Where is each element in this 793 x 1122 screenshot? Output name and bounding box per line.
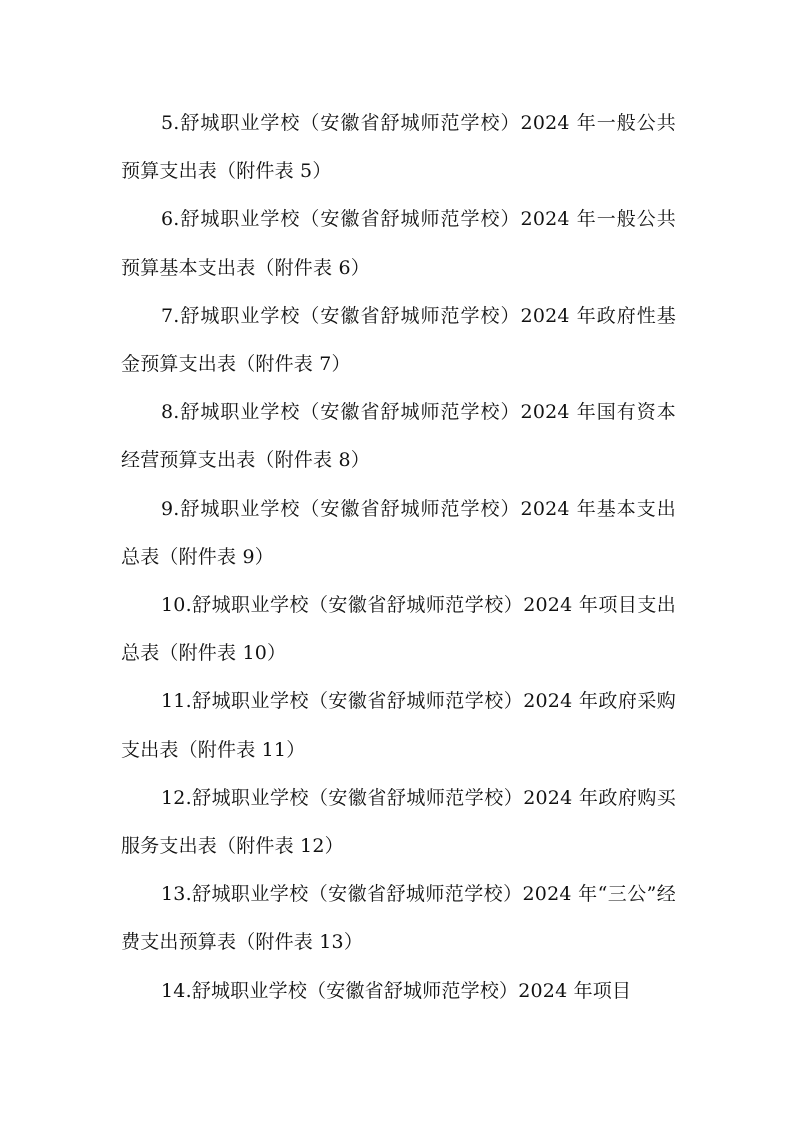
item-text-line1: 14.舒城职业学校（安徽省舒城师范学校）2024 年项目 xyxy=(161,979,632,1002)
attachment-item-11 xyxy=(121,677,676,773)
attachment-list xyxy=(121,99,676,1015)
item-text-line1: 6.舒城职业学校（安徽省舒城师范学校）2024 年一般公 xyxy=(161,208,657,231)
item-text-line1: 9.舒城职业学校（安徽省舒城师范学校）2024 年基本支 xyxy=(161,497,657,520)
attachment-item-10 xyxy=(121,581,676,677)
item-text-line2: 基金预算支出表（附件表 7） xyxy=(121,304,676,376)
attachment-item-8 xyxy=(121,388,676,484)
attachment-item-12 xyxy=(121,774,676,870)
item-text-line1: 10.舒城职业学校（安徽省舒城师范学校）2024 年项目 xyxy=(161,594,638,617)
item-text-line2: 出总表（附件表 9） xyxy=(121,497,676,568)
item-text-line1: 13.舒城职业学校（安徽省舒城师范学校）2024 年“三 xyxy=(161,883,628,906)
attachment-item-14 xyxy=(121,967,676,1015)
item-text-line1: 5.舒城职业学校（安徽省舒城师范学校）2024 年一般公 xyxy=(161,112,657,134)
item-text-line2: 公”经费支出预算表（附件表 13） xyxy=(121,883,676,954)
item-text-line1: 7.舒城职业学校（安徽省舒城师范学校）2024 年政府性 xyxy=(161,304,657,327)
item-text-line2: 共预算支出表（附件表 5） xyxy=(121,112,676,183)
attachment-item-5 xyxy=(121,99,676,195)
item-text-line1: 11.舒城职业学校（安徽省舒城师范学校）2024 年政府 xyxy=(161,690,638,713)
item-text-line1: 8.舒城职业学校（安徽省舒城师范学校）2024 年国有资 xyxy=(161,401,657,424)
attachment-item-9 xyxy=(121,485,676,581)
attachment-item-6 xyxy=(121,195,676,291)
item-text-line2: 本经营预算支出表（附件表 8） xyxy=(121,401,676,472)
item-text-line2: 支出总表（附件表 10） xyxy=(121,594,676,665)
item-text-line2: 共预算基本支出表（附件表 6） xyxy=(121,208,676,279)
item-text-line2: 购买服务支出表（附件表 12） xyxy=(121,786,676,858)
attachment-item-7 xyxy=(121,292,676,388)
attachment-item-13 xyxy=(121,870,676,966)
item-text-line2: 采购支出表（附件表 11） xyxy=(121,690,676,761)
item-text-line1: 12.舒城职业学校（安徽省舒城师范学校）2024 年政府 xyxy=(161,786,638,809)
